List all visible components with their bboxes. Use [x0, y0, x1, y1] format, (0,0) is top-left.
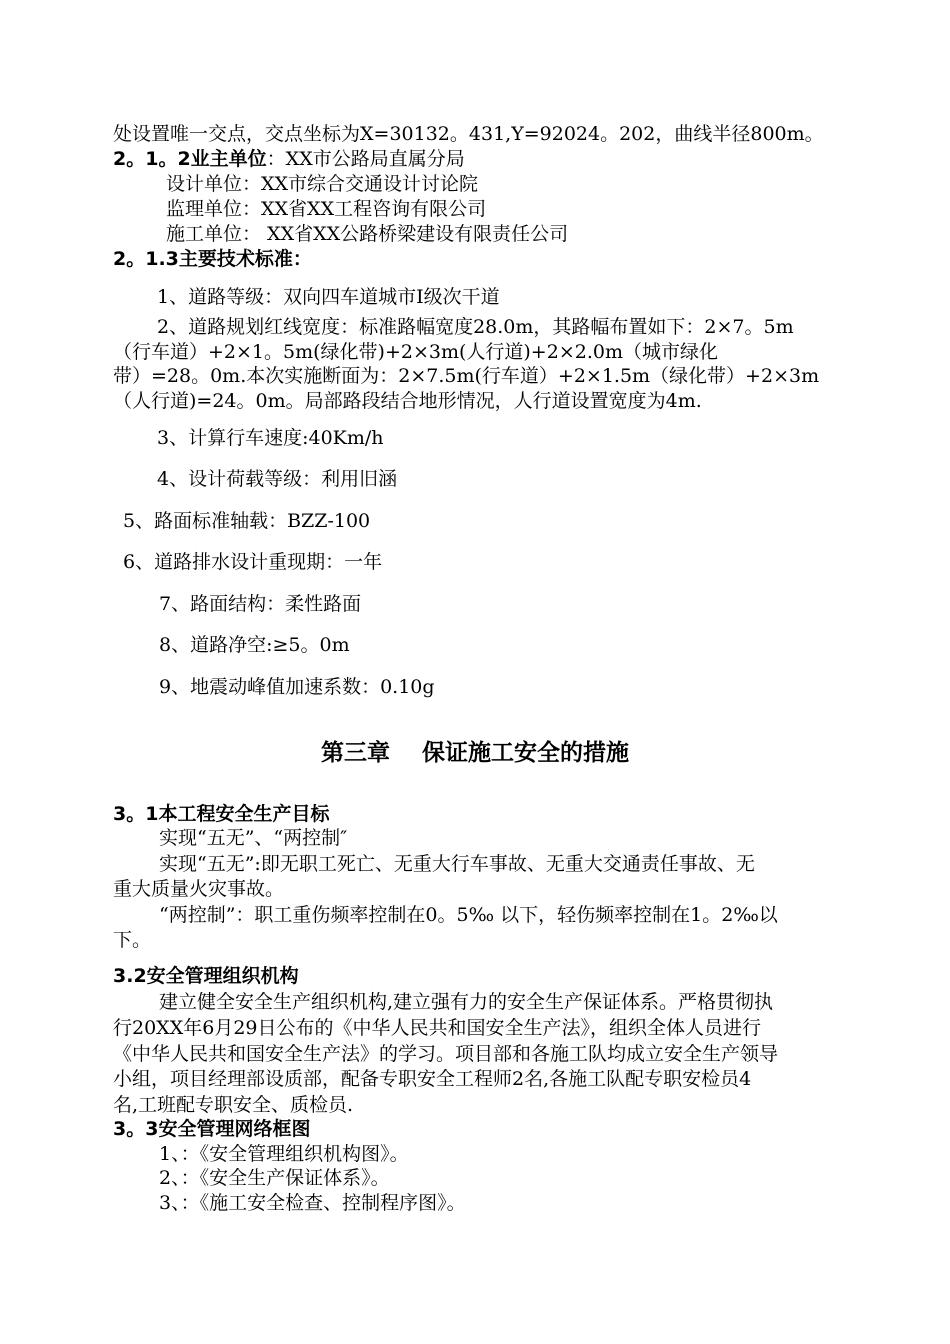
chapter-title: 第三章 保证施工安全的措施: [320, 740, 630, 766]
paragraph-line: 建立健全安全生产组织机构,建立强有力的安全生产保证体系。严格贯彻执: [159, 991, 774, 1013]
standard-item-4: 4、设计荷载等级：利用旧涵: [157, 468, 398, 490]
list-item: 2、：《安全生产保证体系》。: [159, 1167, 390, 1189]
paragraph-line: 行20XX年6月29日公布的《中华人民共和国安全生产法》，组织全体人员进行: [113, 1017, 761, 1039]
section-3-3-heading: 3。3安全管理网络框图: [113, 1118, 311, 1140]
supervision-unit: 监理单位：XX省XX工程咨询有限公司: [166, 198, 487, 220]
paragraph-line: 下。: [113, 929, 152, 951]
standard-item-8: 8、道路净空:≥5。0m: [159, 634, 350, 656]
standard-item-2-line: 2、道路规划红线宽度：标准路幅宽度28.0m，其路幅布置如下：2×7。5m: [157, 316, 794, 338]
paragraph-line: “两控制”：职工重伤频率控制在0。5‰ 以下，轻伤频率控制在1。2‰以: [159, 904, 778, 926]
paragraph-line: 处设置唯一交点，交点坐标为X=30132。431,Y=92024。202，曲线半径800m。: [113, 123, 824, 145]
paragraph-line: 名,工班配专职安全、质检员.: [113, 1094, 354, 1116]
standard-item-3: 3、计算行车速度:40Km/h: [157, 427, 384, 449]
standard-item-7: 7、路面结构：柔性路面: [159, 593, 362, 615]
standard-item-2-line: （人行道)=24。0m。局部路段结合地形情况，人行道设置宽度为4m.: [113, 390, 702, 412]
paragraph-line: 小组，项目经理部设质部，配备专职安全工程师2名,各施工队配专职安检员4: [113, 1068, 752, 1090]
section-3-1-heading: 3。1本工程安全生产目标: [113, 803, 330, 825]
standard-item-6: 6、道路排水设计重现期：一年: [123, 551, 383, 573]
standard-item-1: 1、道路等级：双向四车道城市Ⅰ级次干道: [157, 286, 500, 308]
construction-unit: 施工单位： XX省XX公路桥梁建设有限责任公司: [166, 223, 569, 245]
section-3-2-heading: 3.2安全管理组织机构: [113, 965, 299, 987]
paragraph-line: 《中华人民共和国安全生产法》的学习。项目部和各施工队均成立安全生产领导: [113, 1043, 779, 1065]
standard-item-9: 9、地震动峰值加速系数：0.10g: [159, 676, 435, 698]
owner-unit-heading: 2。1。2业主单位: [113, 148, 267, 170]
owner-unit-value: ：XX市公路局直属分局: [266, 148, 465, 170]
standard-item-2-line: （行车道）+2×1。5m(绿化带)+2×3m(人行道)+2×2.0m（城市绿化: [113, 341, 718, 363]
standards-heading: 2。1.3主要技术标准：: [113, 248, 312, 270]
list-item: 3、：《施工安全检查、控制程序图》。: [159, 1192, 466, 1214]
paragraph-line: 实现“五无”、“两控制″: [159, 827, 348, 849]
paragraph-line: 实现“五无”:即无职工死亡、无重大行车事故、无重大交通责任事故、无: [159, 853, 755, 875]
owner-unit-line: [113, 147, 465, 171]
paragraph-line: 重大质量火灾事故。: [113, 878, 285, 900]
standard-item-2-line: 带）=28。0m.本次实施断面为：2×7.5m(行车道）+2×1.5m（绿化带）+2×3m: [113, 365, 820, 387]
design-unit: 设计单位：XX市综合交通设计讨论院: [166, 173, 479, 195]
list-item: 1、：《安全管理组织机构图》。: [159, 1143, 409, 1165]
standard-item-5: 5、路面标准轴载：BZZ-100: [123, 510, 371, 532]
